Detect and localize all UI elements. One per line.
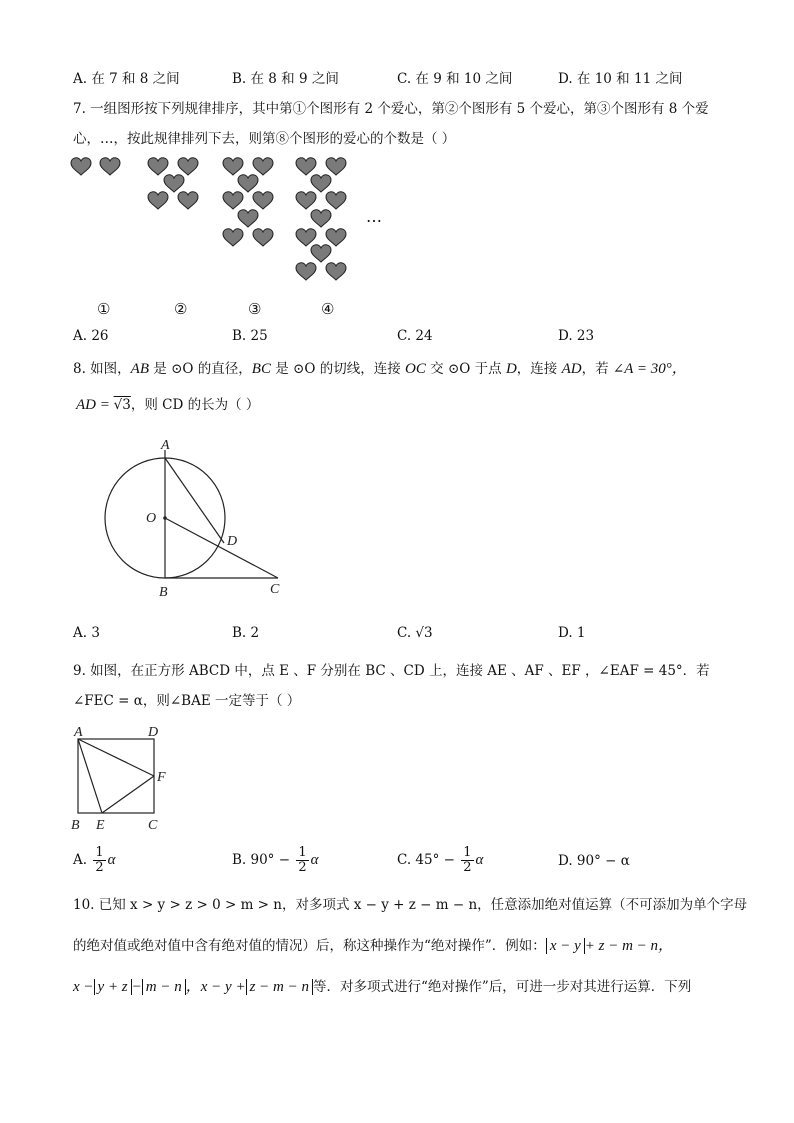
q6-option-a: A. 在 7 和 8 之间: [73, 71, 180, 87]
q10-text-line1: 10. 已知 x > y > z > 0 > m > n，对多项式 x − y + z − m − n，任意添加绝对值运算（不可添加为单个字母: [73, 897, 748, 913]
q7-heart-figures: [0, 150, 794, 350]
q7-text-line2: 心，…，按此规律排列下去，则第⑧个图形的爱心的个数是（ ）: [73, 131, 456, 147]
q7-ellipsis: …: [366, 207, 382, 226]
q8-text-line2: AD = √3，则 CD 的长为（ ）: [76, 397, 260, 413]
q9-option-a: A. $\frac{1}{2}$ α: [73, 845, 116, 875]
q6-option-b: B. 在 8 和 9 之间: [232, 71, 339, 87]
label-D: D: [148, 725, 159, 740]
q8-option-a: A. 3: [73, 625, 100, 641]
label-D: D: [227, 534, 238, 549]
q8-option-c: C. √3: [397, 625, 433, 641]
q9-text-line2: ∠FEC = α，则∠BAE 一定等于（ ）: [73, 693, 301, 709]
figure-label-4: ④: [321, 300, 335, 318]
q7-option-d: D. 23: [558, 328, 595, 344]
label-F: F: [157, 770, 166, 785]
figure-3-hearts: [223, 158, 273, 246]
q7-option-a: A. 26: [73, 328, 109, 344]
q7-text-line1: 7. 一组图形按下列规律排序，其中第①个图形有 2 个爱心，第②个图形有 5 个爱心，第③个图形有 8 个爱: [73, 101, 709, 117]
q8-circle-figure: [95, 435, 295, 605]
q8-option-d: D. 1: [558, 625, 586, 641]
q10-text-line2: 的绝对值或绝对值中含有绝对值的情况）后，称这种操作为“绝对操作”．例如： x − y + z − m − n，: [73, 938, 674, 954]
q9-option-d: D. 90° − α: [558, 853, 630, 869]
q8-text-line1: 8. 如图，AB 是 ⊙O 的直径，BC 是 ⊙O 的切线，连接 OC 交 ⊙O 于点 D，连接 AD，若 ∠A = 30°，: [73, 361, 687, 377]
label-E: E: [96, 818, 105, 833]
figure-4-hearts: [296, 158, 346, 280]
q9-square-figure: [68, 722, 178, 837]
q8-option-b: B. 2: [232, 625, 260, 641]
q9-text-line1: 9. 如图，在正方形 ABCD 中，点 E 、F 分别在 BC 、CD 上，连接 AE 、AF 、EF ，∠EAF = 45°．若: [73, 663, 710, 679]
label-A: A: [74, 725, 83, 740]
q10-text-line3: x − y + z − m − n ，x − y + z − m − n 等．对多项式进行“绝对操作”后，可进一步对其进行运算．下列: [73, 979, 692, 995]
label-O: O: [146, 511, 157, 526]
q6-option-d: D. 在 10 和 11 之间: [558, 71, 683, 87]
figure-label-3: ③: [248, 300, 262, 318]
q7-option-b: B. 25: [232, 328, 268, 344]
label-C: C: [270, 582, 280, 597]
figure-label-1: ①: [97, 300, 111, 318]
q9-option-b: B. 90° − $\frac{1}{2}$ α: [232, 845, 319, 875]
label-A: A: [161, 438, 170, 453]
q9-option-c: C. 45° − $\frac{1}{2}$ α: [397, 845, 484, 875]
label-C: C: [148, 818, 158, 833]
figure-1-hearts: [71, 158, 120, 175]
q6-option-c: C. 在 9 和 10 之间: [397, 71, 513, 87]
figure-label-2: ②: [174, 300, 188, 318]
figure-2-hearts: [148, 158, 198, 209]
label-B: B: [159, 585, 168, 600]
label-B: B: [71, 818, 80, 833]
q7-option-c: C. 24: [397, 328, 433, 344]
